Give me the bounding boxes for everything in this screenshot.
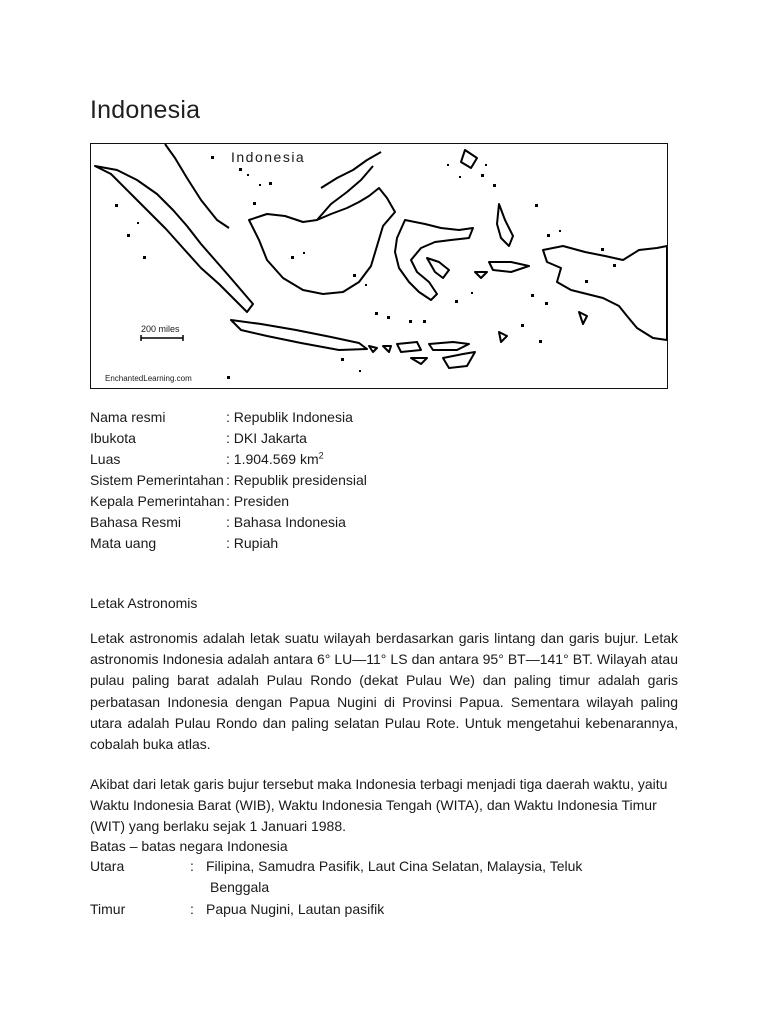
island-lombok [383,346,391,352]
info-key: Luas [90,451,121,467]
philippines-mindanao [461,150,477,168]
island-buru [475,272,487,278]
island-sumatra [95,166,253,312]
info-value: : Presiden [226,491,289,512]
island-timor [443,352,475,368]
paragraph-astronomis: Letak astronomis adalah letak suatu wilayah berdasarkan garis lintang dan garis bujur. Letak astronomis Indonesia adalah antara 6° LU—11° LS dan antara 95° BT—141° BT. Wilayah atau pulau paling barat adalah Pulau Rondo (dekat Pulau We) dan paling timur adalah garis perbatasan Indonesia dengan Papua Nugini di Provinsi Papua. Sementara wilayah paling utara adalah Pulau Rondo dan paling selatan Pulau Rote. Untuk mengetahui kebenarannya, cobalah buka atlas. [90,630,678,753]
info-key: Mata uang [90,535,157,551]
border-value-continued: Benggala [210,879,270,895]
border-colon: : [190,901,194,917]
info-key: Kepala Pemerintahan [90,493,225,509]
info-key: Bahasa Resmi [90,514,182,530]
info-key: Ibukota [90,430,136,446]
malay-peninsula [165,144,229,228]
info-row-government [90,470,367,491]
border-key: Utara [90,858,125,874]
island-halmahera [497,204,513,246]
island-sumbawa [397,342,421,352]
island-kalimantan [249,188,395,294]
island-tanimbar [499,332,507,342]
sulawesi-southeast [427,258,449,278]
info-value: 1.904.569 km [233,451,319,467]
info-key: Sistem Pemerintahan [90,472,224,488]
info-value: : Rupiah [226,533,278,554]
island-seram [489,262,529,272]
info-value: : Republik Indonesia [226,407,353,428]
page-title: Indonesia [90,96,201,124]
info-value-wrap [226,449,324,470]
island-aru [579,312,587,324]
info-value: : DKI Jakarta [226,428,307,449]
info-sup: 2 [318,450,324,461]
country-info-list [90,407,367,554]
island-papua [543,246,667,340]
info-row-head [90,491,367,512]
island-flores [429,342,469,350]
map-credit: EnchantedLearning.com [105,374,192,383]
info-row-name [90,407,367,428]
border-value: Filipina, Samudra Pasifik, Laut Cina Selatan, Malaysia, Teluk [206,858,583,874]
paragraph-timezones: Akibat dari letak garis bujur tersebut maka Indonesia terbagi menjadi tiga daerah waktu, yaitu Waktu Indonesia Barat (WIB), Waktu Indonesia Tengah (WITA), dan Waktu Indonesia Timur (WIT) yang berlaku sejak 1 Januari 1988. [90,776,668,835]
island-java [231,320,367,350]
indonesia-map [90,143,668,389]
info-value: : Bahasa Indonesia [226,512,346,533]
border-colon: : [190,858,194,874]
info-value: : Republik presidensial [226,470,367,491]
info-row-language [90,512,367,533]
borders-heading: Batas – batas negara Indonesia [90,838,288,854]
info-row-currency [90,533,367,554]
malaysia-borneo-coast [321,152,381,188]
island-sumba [411,358,427,364]
border-key: Timur [90,901,126,917]
section-heading: Letak Astronomis [90,595,198,611]
map-title: Indonesia [231,149,306,165]
border-value: Papua Nugini, Lautan pasifik [206,901,385,917]
info-key: Nama resmi [90,409,166,425]
info-row-area [90,449,367,470]
map-scale-label: 200 miles [141,324,180,334]
info-row-capital [90,428,367,449]
island-bali [369,346,377,352]
